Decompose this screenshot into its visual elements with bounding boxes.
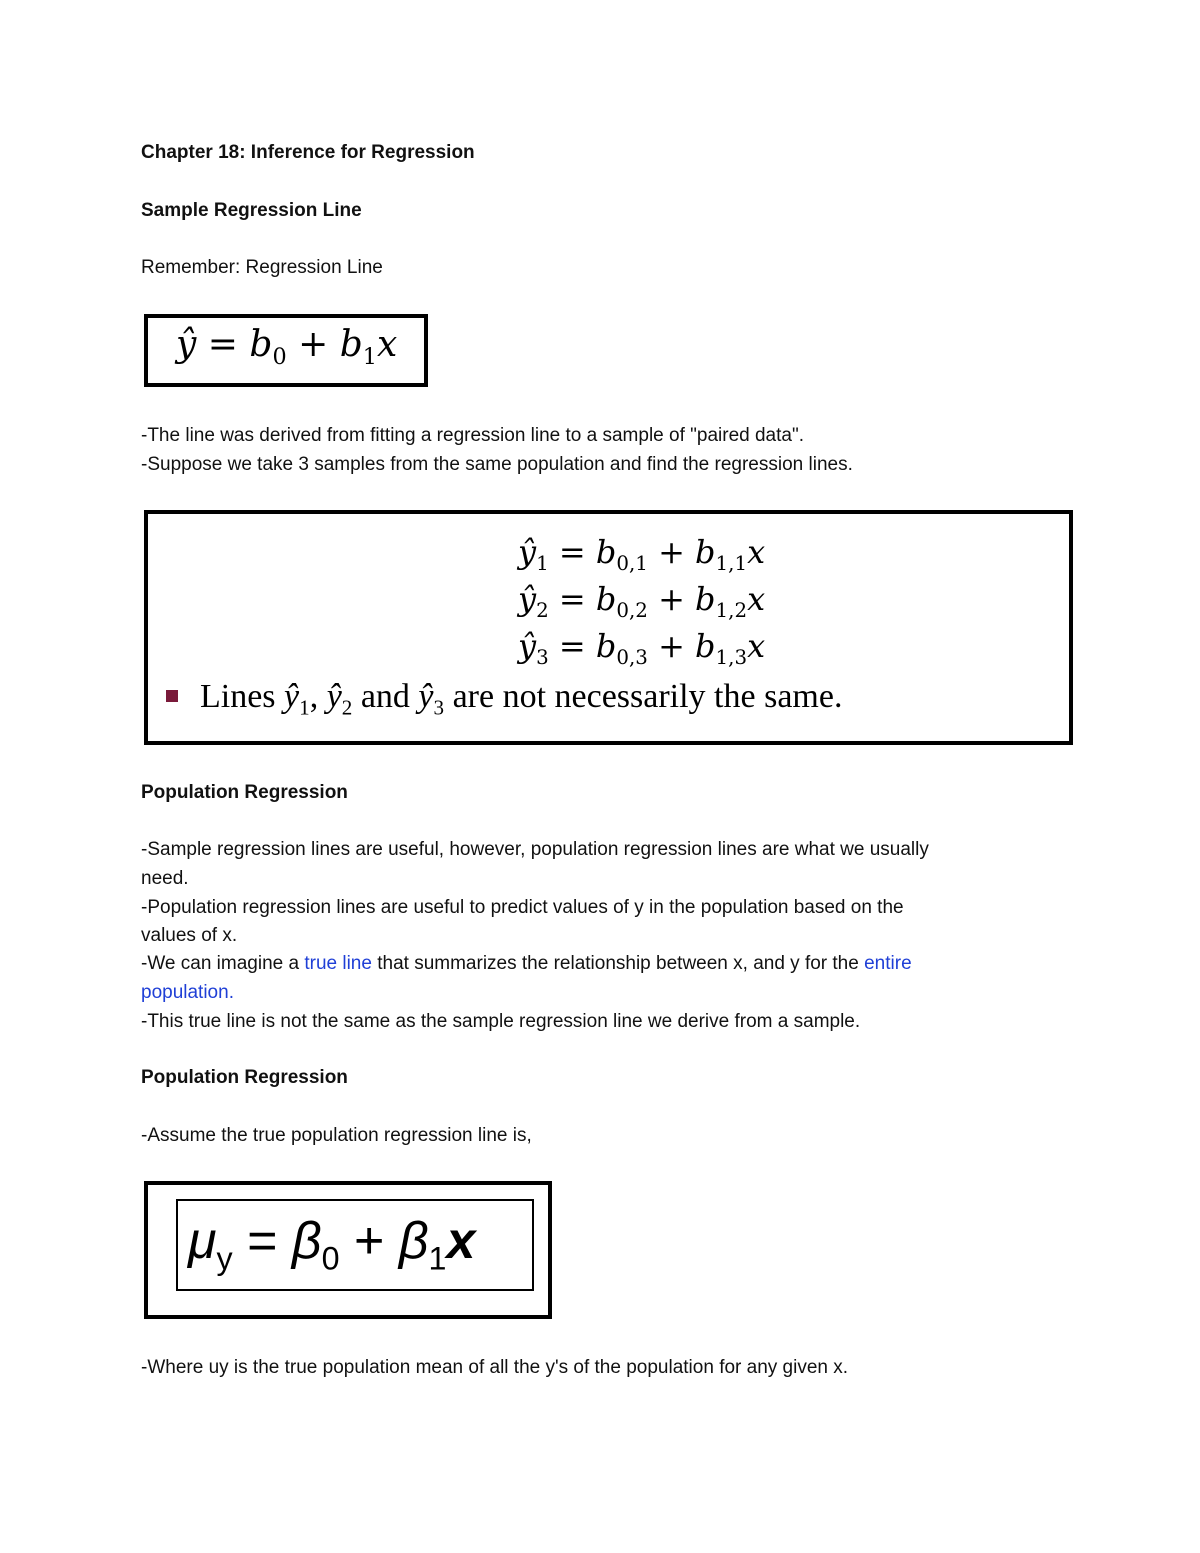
regression-equation: ŷ = $b_0 + b_1x$ — [176, 324, 398, 370]
sample-equation-3: $ŷ_3 = b_{0,3} + b_{1,3}x$ — [518, 627, 766, 669]
paragraph-useful-line-2: need. — [141, 868, 189, 889]
paragraph-three-samples: -Suppose we take 3 samples from the same population and find the regression lines. — [141, 454, 853, 475]
paragraph-true-line: -We can imagine a true line that summarizes the relationship between x, and y for the entire — [141, 953, 912, 974]
sample-lines-box — [144, 510, 1073, 745]
paragraph-useful-line-1: -Sample regression lines are useful, however, population regression lines are what we usually — [141, 839, 929, 860]
remember-text: Remember: Regression Line — [141, 257, 383, 278]
sample-equation-1: $ŷ_1 = b_{0,1} + b_{1,1}x$ — [518, 533, 766, 575]
population-equation-inner-frame — [176, 1199, 534, 1291]
square-bullet-icon — [166, 690, 178, 702]
sample-equation-2: $ŷ_2 = b_{0,2} + b_{1,2}x$ — [518, 580, 766, 622]
population-link[interactable]: population — [141, 982, 229, 1003]
chapter-title: Chapter 18: Inference for Regression — [141, 142, 475, 163]
population-equation-box — [144, 1181, 552, 1319]
paragraph-line-derived: -The line was derived from fitting a regression line to a sample of "paired data". — [141, 425, 804, 446]
regression-equation-box — [144, 314, 428, 387]
paragraph-predict-line-2: values of x. — [141, 925, 238, 946]
paragraph-true-line-cont: population. — [141, 982, 234, 1003]
paragraph-not-same: -This true line is not the same as the sample regression line we derive from a sample. — [141, 1011, 861, 1032]
section-heading-sample-regression: Sample Regression Line — [141, 200, 362, 221]
section-heading-population-regression-2: Population Regression — [141, 1067, 348, 1088]
entire-link[interactable]: entire — [864, 953, 912, 974]
paragraph-predict-line-1: -Population regression lines are useful to predict values of y in the population based on the — [141, 897, 904, 918]
lines-not-same-statement: Lines $ŷ_1$, $ŷ_2$ and $ŷ_3$ are not necessarily the same. — [200, 678, 843, 720]
paragraph-where-uy: -Where uy is the true population mean of all the y's of the population for any given x. — [141, 1357, 849, 1378]
true-line-link[interactable]: true line — [304, 953, 372, 974]
population-equation: $\mu_y = \beta_0 + \beta_1x$ — [188, 1212, 476, 1277]
paragraph-assume: -Assume the true population regression line is, — [141, 1125, 532, 1146]
section-heading-population-regression: Population Regression — [141, 782, 348, 803]
